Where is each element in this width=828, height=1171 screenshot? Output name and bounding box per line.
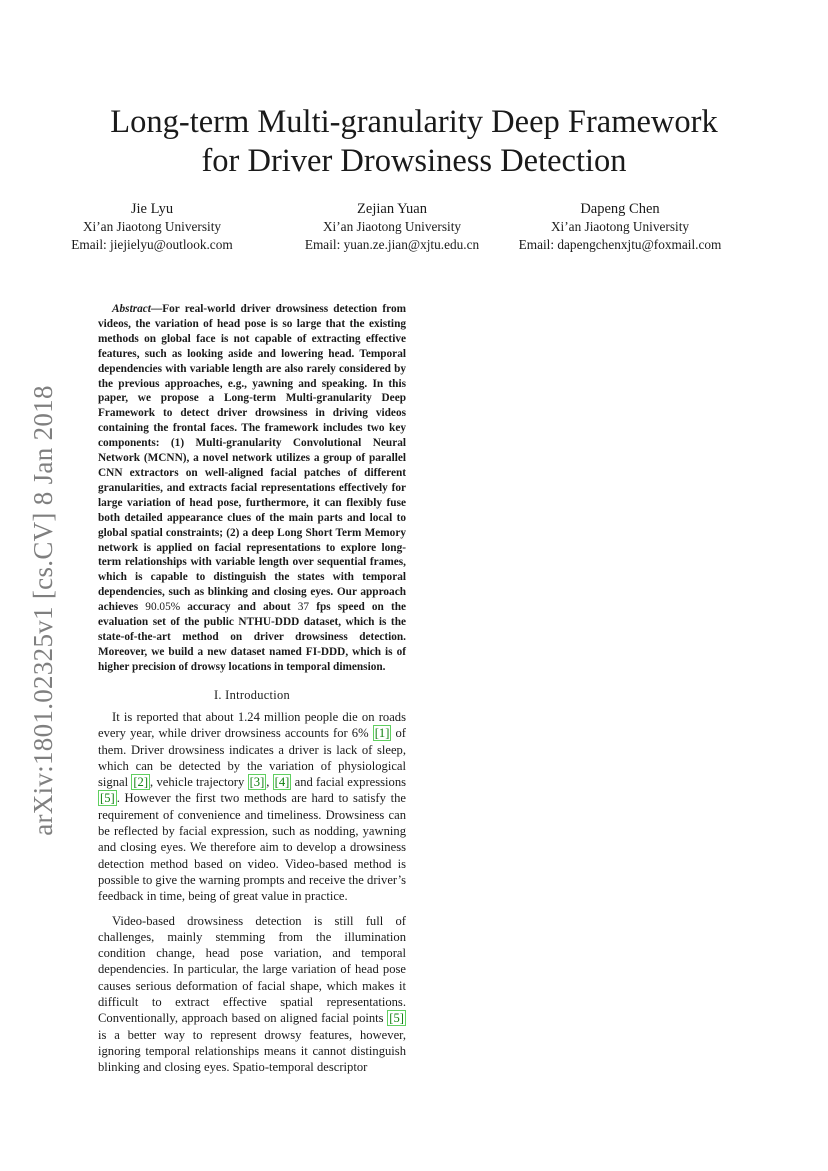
author-email: Email: dapengchenxjtu@foxmail.com [518,237,722,252]
author-email: Email: jiejielyu@outlook.com [71,237,233,252]
citation-link[interactable]: [3] [249,775,265,790]
left-column [98,302,406,1075]
citation-link[interactable]: [1] [374,726,390,741]
author-3 [480,200,760,254]
author-affiliation: Xi’an Jiaotong University [550,219,690,234]
author-block [71,200,730,260]
author-name: Zejian Yuan [357,201,427,217]
intro-paragraph-1: It is reported that about 1.24 million people die on roads every year, while driver drowsiness accounts for 6% [1] of them. Driver drowsiness indicates a driver is lack of sleep, which can be detected by the variation of physiological signal [2] , vehicle trajectory [3] , [4] and facial expressions [5] . However the first two methods are hard to satisfy the requirement of convenience and timeliness. Drowsiness can be reflected by facial expression, such as nodding, yawning and closing eyes. We therefore aim to develop a drowsiness detection method based on video. Video-based method is possible to give the warning prompts and receive the driver’s feedback in time, being of great value in practice. [98,709,407,904]
arxiv-identifier: arXiv:1801.02325v1 [cs.CV] 8 Jan 2018 [27,384,58,836]
accuracy-value: 90.05% [145,601,181,614]
intro-paragraph-2: Video-based drowsiness detection is still full of challenges, mainly stemming from the illumination condition change, head pose variation, and temporal dependencies. In particular, the large variation of head pose causes serious deformation of facial shape, which makes it difficult to extract effective spatial representations. Conventionally, approach based on aligned facial points [5] is a better way to represent drowsy features, however, ignoring temporal relationships means it cannot distinguish blinking and closing eyes. Spatio-temporal descriptor [98,913,406,1075]
abstract-label: Abstract [112,303,151,315]
citation-link[interactable]: [5] [389,1011,404,1026]
abstract: Abstract—For real-world driver drowsiness detection from videos, the variation of head pose is so large that the existing methods on global face is not capable of extracting effective features, such as looking aside and lowering head. Temporal dependencies with variable length are also rarely considered by the previous approaches, e.g., yawning and speaking. In this paper, we propose a Long-term Multi-granularity Deep Framework to detect driver drowsiness in driving videos containing the frontal faces. The framework includes two key components: (1) Multi-granularity Convolutional Neural Network (MCNN), a novel network utilizes a group of parallel CNN extractors on well-aligned facial patches of different granularities, and extracts facial representations effectively for large variation of head pose, furthermore, it can flexibly fuse both detailed appearance clues of the main parts and local to global spatial constraints; (2) a deep Long Short Term Memory network is applied on facial representations to explore long-term relationships with variable length over sequential frames, which is capable to distinguish the states with temporal dependencies, such as blinking and closing eyes. Our approach achieves 90.05% accuracy and about 37 fps speed on the evaluation set of the public NTHU-DDD dataset, which is the state-of-the-art method on driver drowsiness detection. Moreover, we build a new dataset named FI-DDD, which is of higher precision of drowsy locations in temporal dimension. [98,303,407,673]
author-affiliation: Xi’an Jiaotong University [82,219,222,234]
author-email: Email: yuan.ze.jian@xjtu.edu.cn [304,237,480,252]
author-name: Dapeng Chen [580,201,660,217]
citation-link[interactable]: [4] [274,775,290,790]
citation-link[interactable]: [5] [100,791,115,806]
fps-value: 37 [297,601,310,614]
title-line-2: for Driver Drowsiness Detection [201,143,627,179]
author-name: Jie Lyu [130,201,174,217]
citation-link[interactable]: [2] [133,775,149,790]
title-line-1: Long-term Multi-granularity Deep Framework [110,104,718,140]
paper-title [60,103,768,181]
author-affiliation: Xi’an Jiaotong University [322,219,462,234]
section-heading-introduction: I. Introduction [213,687,291,702]
author-1 [17,200,287,254]
